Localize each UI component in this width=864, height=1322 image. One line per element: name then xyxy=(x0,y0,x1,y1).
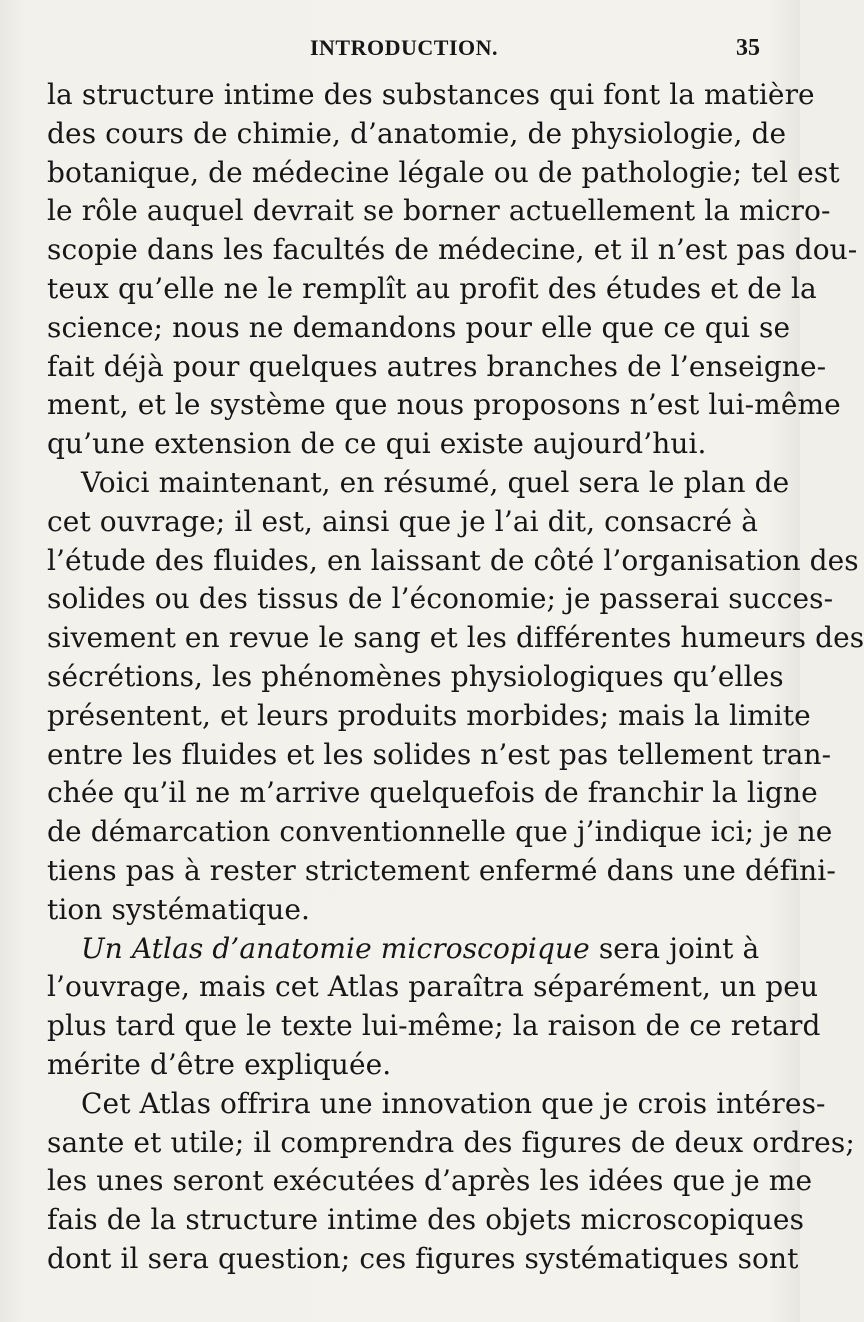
text-line: sante et utile; il comprendra des figures de deux ordres; xyxy=(47,1125,855,1159)
text-line: science; nous ne demandons pour elle que ce qui se xyxy=(47,310,791,344)
paragraph-2 xyxy=(47,464,864,930)
text-line: qu’une extension de ce qui existe aujourd’hui. xyxy=(47,427,707,461)
text-line: chée qu’il ne m’arrive quelquefois de franchir la ligne xyxy=(47,776,818,810)
text-line: la structure intime des substances qui font la matière xyxy=(47,78,815,111)
paragraph-3 xyxy=(47,930,821,1085)
text-fragment: sera joint à xyxy=(589,931,760,965)
text-line: entre les fluides et les solides n’est pas tellement tran- xyxy=(47,737,832,771)
text-line: Voici maintenant, en résumé, quel sera le plan de xyxy=(81,465,790,499)
text-line: sécrétions, les phénomènes physiologiques qu’elles xyxy=(47,659,784,693)
text-line: tion systématique. xyxy=(47,892,311,926)
text-line: plus tard que le texte lui-même; la raison de ce retard xyxy=(47,1009,821,1043)
text-line: Cet Atlas offrira une innovation que je crois intéres- xyxy=(81,1086,826,1120)
text-line: les unes seront exécutées d’après les idées que je me xyxy=(47,1164,813,1198)
text-line: dont il sera question; ces figures systématiques sont xyxy=(47,1241,799,1275)
text-line: l’étude des fluides, en laissant de côté l’organisation des xyxy=(47,543,859,577)
text-line: teux qu’elle ne le remplît au profit des études et de la xyxy=(47,271,817,305)
italic-title: Un Atlas d’anatomie microscopique xyxy=(81,931,590,965)
text-line: l’ouvrage, mais cet Atlas paraîtra séparément, un peu xyxy=(47,970,819,1004)
paragraph-1 xyxy=(47,76,858,464)
text-line: tiens pas à rester strictement enfermé dans une défini- xyxy=(47,853,836,887)
page-body xyxy=(47,76,864,1279)
text-line: fait déjà pour quelques autres branches de l’enseigne- xyxy=(47,349,827,383)
text-line: de démarcation conventionnelle que j’indique ici; je ne xyxy=(47,815,833,849)
text-line: cet ouvrage; il est, ainsi que je l’ai dit, consacré à xyxy=(47,504,758,538)
paragraph-4 xyxy=(47,1085,855,1279)
text-line: sivement en revue le sang et les différentes humeurs des xyxy=(47,621,864,655)
text-line: scopie dans les facultés de médecine, et il n’est pas dou- xyxy=(47,233,858,267)
text-line: mérite d’être expliquée. xyxy=(47,1047,392,1081)
running-header xyxy=(48,35,760,69)
text-line: des cours de chimie, d’anatomie, de physiologie, de xyxy=(47,116,787,150)
text-line: présentent, et leurs produits morbides; mais la limite xyxy=(47,698,811,732)
text-line: fais de la structure intime des objets microscopiques xyxy=(47,1203,805,1237)
text-line: botanique, de médecine légale ou de pathologie; tel est xyxy=(47,155,840,189)
running-title: INTRODUCTION. xyxy=(309,35,499,60)
text-line: solides ou des tissus de l’économie; je passerai succes- xyxy=(47,582,834,616)
text-line: le rôle auquel devrait se borner actuellement la micro- xyxy=(47,194,831,228)
page-number: 35 xyxy=(736,35,760,61)
text-line xyxy=(47,930,758,969)
text-line: ment, et le système que nous proposons n’est lui-même xyxy=(47,388,841,422)
